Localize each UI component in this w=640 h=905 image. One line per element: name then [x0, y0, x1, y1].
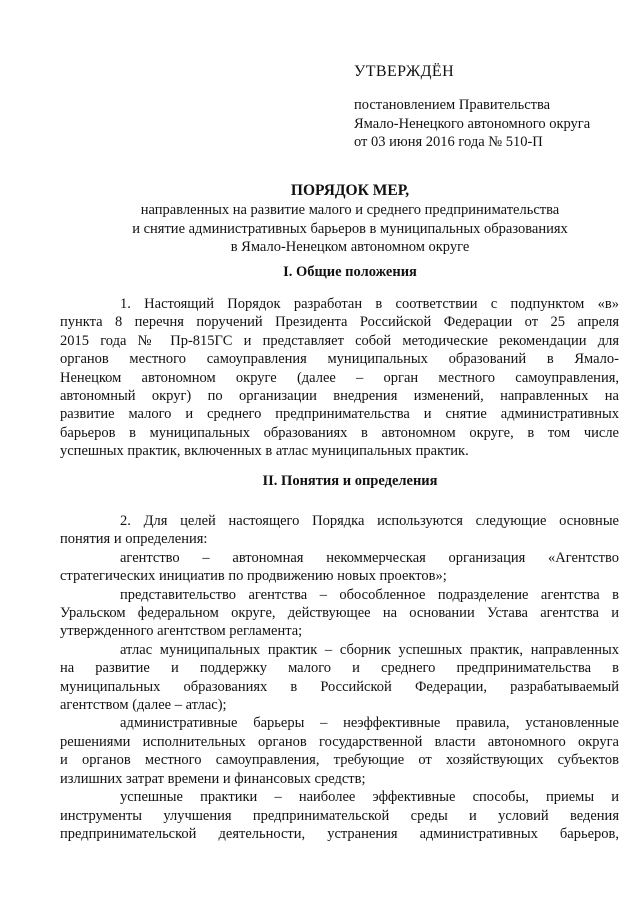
text-line: барьеров в муниципальных образованиях в автономном округе, в том числе — [60, 424, 619, 441]
approval-line-3: от 03 июня 2016 года № 510-П — [354, 134, 543, 150]
text-line: понятия и определения: — [60, 531, 208, 548]
text-line: успешных практик, включенных в атлас муниципальных практик. — [60, 443, 469, 460]
text-line: успешные практики – наиболее эффективные способы, приемы и — [120, 789, 619, 806]
title-sub-1: направленных на развитие малого и среднего предпринимательства — [140, 202, 560, 218]
approval-block — [354, 62, 614, 152]
section-1-paragraph-1 — [60, 295, 619, 461]
text-line: пункта 8 перечня поручений Президента Российской Федерации от 25 апреля — [60, 314, 619, 331]
text-line: муниципальных образованиях в Российской Федерации, разрабатываемый — [60, 678, 619, 695]
section-2-heading: II. Понятия и определения — [262, 473, 438, 489]
text-line: агентство – автономная некоммерческая организация «Агентство — [120, 549, 619, 566]
title-sub-2: и снятие административных барьеров в муниципальных образованиях — [132, 220, 568, 237]
text-line: инструменты улучшения предпринимательской среды и условий ведения — [60, 807, 619, 824]
text-line: автономный округ) по организации внедрения изменений, направленных на — [60, 388, 619, 405]
text-line: 1. Настоящий Порядок разработан в соответствии с подпунктом «в» — [120, 296, 619, 312]
text-line: органов местного самоуправления муниципальных образований в Ямало- — [60, 351, 619, 368]
text-line: развитие малого и среднего предпринимательства и снятие административных — [60, 406, 619, 423]
text-line: Уральском федеральном округе, действующее на основании Устава агентства и — [60, 605, 619, 622]
document-title — [60, 181, 640, 257]
section-2-body — [60, 512, 619, 843]
text-line: и органов местного самоуправления, требующие от хозяйствующих субъектов — [60, 752, 619, 769]
text-line: решениями исполнительных органов государственной власти автономного округа — [60, 733, 619, 750]
text-line: Ненецком автономном округе (далее – орган местного самоуправления, — [60, 369, 619, 386]
text-line: предпринимательской деятельности, устранения административных барьеров, — [60, 825, 619, 842]
title-sub-3: в Ямало-Ненецком автономном округе — [230, 239, 470, 255]
text-line: 2. Для целей настоящего Порядка используются следующие основные — [120, 513, 619, 529]
text-line: на развитие и поддержку малого и среднего предпринимательства в — [60, 660, 619, 677]
text-line: излишних затрат времени и финансовых средств; — [60, 770, 366, 787]
approval-stamp: УТВЕРЖДЁН — [354, 63, 455, 80]
text-line: утвержденного агентством регламента; — [60, 623, 303, 640]
approval-line-2: Ямало-Ненецкого автономного округа — [354, 115, 591, 132]
text-line: представительство агентства – обособленное подразделение агентства в — [120, 586, 619, 603]
approval-line-1: постановлением Правительства — [354, 97, 551, 113]
section-1-heading: I. Общие положения — [283, 264, 417, 280]
title-main: ПОРЯДОК МЕР, — [290, 182, 410, 199]
text-line: стратегических инициатив по продвижению новых проектов»; — [60, 568, 447, 585]
text-line: агентством (далее – атлас); — [60, 697, 227, 714]
text-line: атлас муниципальных практик – сборник успешных практик, направленных — [120, 641, 619, 658]
text-line: административные барьеры – неэффективные правила, установленные — [120, 715, 619, 732]
text-line: 2015 года № Пр-815ГС и представляет собой методические рекомендации для — [60, 332, 619, 349]
